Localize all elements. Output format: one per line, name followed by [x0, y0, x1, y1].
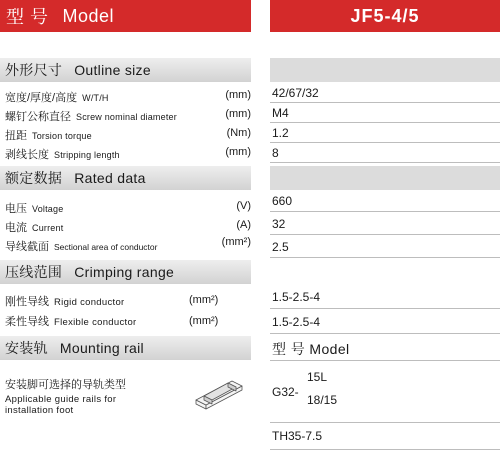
- outline-title-cn: 外形尺寸: [5, 62, 63, 78]
- separator: [270, 122, 500, 123]
- separator: [270, 142, 500, 143]
- outline-values-spacer: [270, 58, 500, 82]
- model-name-header: [270, 0, 500, 32]
- model-name: JF5-4/5: [350, 5, 420, 26]
- rated-unit-current: (A): [236, 219, 251, 231]
- rated-row-voltage: 电压 Voltage: [5, 203, 64, 215]
- value-stripping: 8: [272, 146, 279, 160]
- crimping-row-flexible: 柔性导线 Flexible conductor: [5, 316, 137, 328]
- rail-prefix: G32-: [272, 385, 299, 399]
- model-header-en: Model: [62, 5, 115, 26]
- rated-title-en: Rated data: [74, 170, 146, 186]
- value-torque: 1.2: [272, 126, 289, 140]
- separator: [270, 308, 500, 309]
- separator: [270, 449, 500, 450]
- model-label: 型 号 Model: [272, 341, 350, 357]
- value-dimensions: 42/67/32: [272, 86, 319, 100]
- outline-unit-torque: (Nm): [226, 127, 251, 139]
- crimping-unit-rigid: (mm²): [189, 294, 219, 306]
- crimping-title-en: Crimping range: [74, 264, 175, 280]
- rail-desc-cn: 安装脚可选择的导轨类型: [5, 379, 126, 391]
- value-flexible: 1.5-2.5-4: [272, 315, 321, 329]
- outline-row-screw: 螺钉公称直径 Screw nominal diameter: [5, 111, 177, 123]
- outline-row-dimensions: 宽度/厚度/高度 W/T/H: [5, 92, 109, 104]
- rail-desc-en-1: Applicable guide rails for: [5, 394, 117, 405]
- rail-title-en: Mounting rail: [59, 340, 144, 356]
- separator: [270, 162, 500, 163]
- crimping-row-rigid: 刚性导线 Rigid conductor: [5, 296, 125, 308]
- separator: [270, 360, 500, 361]
- outline-unit-stripping: (mm): [225, 146, 251, 158]
- outline-row-torque: 扭距 Torsion torque: [5, 130, 92, 142]
- rail-title-cn: 安装轨: [5, 340, 48, 356]
- separator: [270, 333, 500, 334]
- rail-option-15l: 15L: [307, 370, 328, 384]
- outline-unit-screw: (mm): [225, 108, 251, 120]
- model-header-cn: 型 号: [6, 7, 49, 27]
- crimping-title-cn: 压线范围: [5, 264, 63, 280]
- separator: [270, 234, 500, 235]
- crimping-unit-flexible: (mm²): [189, 315, 219, 327]
- model-header: [0, 0, 251, 32]
- value-current: 32: [272, 217, 286, 231]
- value-rigid: 1.5-2.5-4: [272, 290, 321, 304]
- rail-desc-en-2: installation foot: [5, 405, 74, 416]
- rail-section-header: [0, 336, 251, 360]
- separator: [270, 211, 500, 212]
- value-section: 2.5: [272, 240, 289, 254]
- rated-section-header: [0, 166, 251, 190]
- outline-unit-dimensions: (mm): [225, 89, 251, 101]
- rail-description: [5, 376, 190, 416]
- outline-row-stripping: 剥线长度 Stripping length: [5, 149, 120, 161]
- outline-title-en: Outline size: [74, 62, 151, 78]
- din-rail-icon: [192, 378, 248, 412]
- rail-extra: TH35-7.5: [272, 429, 323, 443]
- separator: [270, 102, 500, 103]
- value-voltage: 660: [272, 194, 293, 208]
- separator: [270, 257, 500, 258]
- value-screw: M4: [272, 106, 289, 120]
- rated-values-spacer: [270, 166, 500, 190]
- rated-unit-section: (mm²): [221, 236, 251, 248]
- rail-option-18-15: 18/15: [307, 393, 338, 407]
- separator: [270, 422, 500, 423]
- rated-row-current: 电流 Current: [5, 222, 64, 234]
- crimping-section-header: [0, 260, 251, 284]
- rated-row-section: 导线截面 Sectional area of conductor: [5, 241, 158, 253]
- rated-title-cn: 额定数据: [5, 170, 63, 186]
- rated-unit-voltage: (V): [236, 200, 251, 212]
- outline-section-header: [0, 58, 251, 82]
